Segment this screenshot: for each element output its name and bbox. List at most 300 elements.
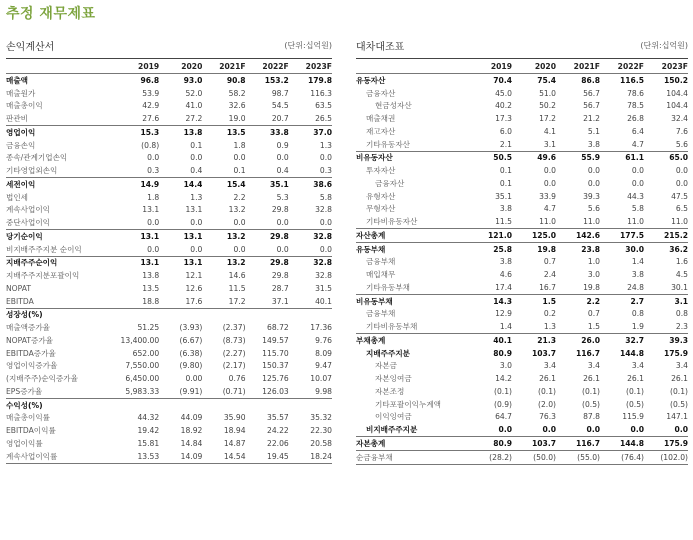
row-value: 51.25 [137,323,160,333]
row-value: 0.0 [319,153,332,163]
row-value: 116.7 [575,348,600,358]
row-value: 21.2 [583,114,600,124]
row-value: 0.0 [276,244,289,254]
table-row [356,423,688,436]
row-value: 7.6 [675,126,688,136]
row-value: 14.2 [495,374,512,384]
table-row [356,100,688,113]
table-row [356,347,688,360]
row-value: 0.1 [233,166,246,176]
row-value: 24.8 [627,282,644,292]
table-row [6,385,332,398]
row-value: 42.9 [142,101,160,111]
row-label: 기타포괄이익누계액 [375,399,442,409]
row-value: 0.0 [319,218,332,228]
row-label: 비지배주주지분 순이익 [6,244,82,254]
row-value: 26.1 [583,374,600,384]
row-value: 40.1 [468,334,512,347]
row-value: 19.42 [137,426,160,436]
row-value: 0.0 [587,178,600,188]
table-row [6,204,332,217]
row-value: 0.7 [543,257,556,267]
table-row [356,229,688,243]
row-value: 149.57 [262,335,289,345]
row-value: 1.9 [631,322,644,332]
year-header: 2023F [644,59,688,74]
row-label: EBITDA증가율 [6,348,56,358]
row-value: (102.0) [644,450,688,464]
table-row [6,100,332,113]
row-value: (55.0) [556,450,600,464]
table-row [356,281,688,294]
row-label: 종속/관계기업손익 [6,153,68,163]
table-row [6,360,332,373]
row-label: (지배주주)순익증가율 [6,374,78,384]
row-value: (0.1) [493,386,512,396]
row-value: 0.7 [587,309,600,319]
row-value: 0.0 [147,153,160,163]
row-value: 32.7 [600,334,644,347]
row-value: 22.06 [267,438,289,448]
row-value: 14.9 [116,178,159,191]
row-value: 179.8 [307,75,332,85]
row-value: 16.7 [539,282,556,292]
row-value: 93.0 [183,75,203,85]
year-header: 2021F [202,59,245,74]
row-value: 26.5 [315,114,332,124]
row-label: 영업이익 [6,126,116,139]
row-value: 27.6 [142,114,160,124]
row-value: 2.4 [543,270,556,280]
row-label: 금융부채 [366,309,396,319]
row-value [246,308,289,321]
row-value: 1.3 [190,192,203,202]
row-value: 11.5 [228,283,246,293]
row-label: 기타비유동자산 [366,217,418,227]
income-statement-table [6,58,332,464]
row-value: 0.0 [190,244,203,254]
row-label: 기타유동자산 [366,139,411,149]
row-value: 125.0 [512,229,556,243]
table-row [6,412,332,425]
row-value: 0.2 [543,309,556,319]
row-value: (0.71) [202,385,245,398]
row-label: 금융손익 [6,140,36,150]
table-row [356,320,688,333]
row-value: 4.7 [631,139,644,149]
row-value: 44.32 [137,413,160,423]
row-label: NOPAT증가율 [6,335,54,345]
row-value: 150.2 [663,75,688,85]
row-value: 35.1 [495,191,512,201]
table-row [6,164,332,177]
year-header: 2020 [512,59,556,74]
row-value: 103.7 [512,437,556,451]
row-value: (50.0) [512,450,556,464]
row-value: 13.1 [159,230,202,243]
row-value: 24.22 [267,426,289,436]
row-value: (76.4) [600,450,644,464]
row-value: 0.0 [675,166,688,176]
row-value: 64.7 [495,412,512,422]
table-row [356,74,688,87]
row-label: 계속사업이익률 [6,450,116,463]
row-value: 9.76 [315,335,332,345]
row-value [289,398,332,411]
row-value: 7,550.00 [125,361,160,371]
row-value: 41.0 [185,101,203,111]
row-value: 0.0 [543,178,556,188]
table-row [6,269,332,282]
table-row [6,112,332,125]
row-value [159,398,202,411]
row-value: 32.8 [315,271,332,281]
row-value: 126.03 [246,385,289,398]
row-value: (0.5) [625,399,644,409]
row-value: 0.76 [228,374,246,384]
row-value: 52.0 [185,88,203,98]
table-row [6,334,332,347]
row-value: 0.3 [147,166,160,176]
row-value: (6.38) [179,348,203,358]
row-value: 0.0 [276,218,289,228]
row-value: 5.1 [587,126,600,136]
row-value: 1.4 [499,322,512,332]
table-row [356,190,688,203]
row-value: 40.2 [495,101,512,111]
row-value: 37.1 [246,295,289,308]
row-value: 14.87 [223,438,246,448]
row-value: 68.72 [267,323,289,333]
income-statement-rows [6,74,332,464]
row-value: 3.4 [543,361,556,371]
table-row [356,450,688,464]
year-header: 2019 [468,59,512,74]
row-value: 0.0 [233,244,246,254]
row-value: 13.1 [116,230,159,243]
table-row [6,450,332,463]
table-row [356,112,688,125]
row-value: 3.0 [587,270,600,280]
row-value: 177.5 [600,229,644,243]
row-value: 2.2 [233,192,246,202]
table-row [356,125,688,138]
table-row [6,152,332,165]
row-value: 0.0 [631,178,644,188]
row-value: 215.2 [644,229,688,243]
row-value: 5.8 [319,192,332,202]
row-value: 22.30 [310,426,332,436]
row-label: 성장성(%) [6,310,43,320]
row-label: 비지배주주지분 [366,425,418,435]
row-value: 19.45 [246,450,289,463]
row-value: 35.1 [246,178,289,191]
row-label: EBITDA이익률 [6,426,56,436]
row-value: 29.8 [271,205,289,215]
row-value: 32.8 [289,230,332,243]
row-value: 18.8 [116,295,159,308]
year-header: 2020 [159,59,202,74]
row-value: 11.0 [627,217,644,227]
row-value: 147.1 [666,412,688,422]
row-value: 13.1 [116,256,159,269]
row-label: 금융부채 [366,257,396,267]
row-value: 0.0 [190,153,203,163]
row-value: 29.8 [246,230,289,243]
row-value: 4.6 [499,270,512,280]
row-value: 2.1 [499,139,512,149]
balance-sheet-unit: (단위:십억원) [640,41,688,50]
row-value: 1.3 [543,322,556,332]
table-row [6,178,332,191]
row-value: 55.9 [556,151,600,164]
income-statement-title: 손익계산서 [6,42,55,53]
table-row [356,215,688,228]
row-value: 33.8 [246,126,289,139]
row-value: 12.1 [185,271,203,281]
table-row [356,268,688,281]
table-row [356,398,688,411]
row-value: 6.4 [631,126,644,136]
row-value: 115.70 [262,348,289,358]
row-value: 0.8 [631,309,644,319]
row-value: 38.6 [289,178,332,191]
row-value: 6.5 [675,204,688,214]
row-label: 당기순이익 [6,230,116,243]
row-label: NOPAT [6,283,31,293]
row-label: 금융자산 [375,178,405,188]
row-value: 31.5 [315,283,332,293]
row-value: 35.57 [267,413,289,423]
row-value: 37.0 [289,126,332,139]
row-value: 0.0 [587,166,600,176]
row-label: 현금성자산 [375,101,412,111]
row-value: 53.9 [142,88,160,98]
table-row [6,282,332,295]
row-value: 0.1 [190,140,203,150]
table-row [6,243,332,256]
row-value: 87.8 [583,412,600,422]
row-value: 19.8 [512,242,556,255]
table-row [6,424,332,437]
row-value: 17.2 [539,114,556,124]
row-value: 144.8 [600,437,644,451]
row-value: 0.0 [498,425,512,435]
row-label: 기타영업외손익 [6,166,58,176]
year-header: 2022F [246,59,289,74]
row-value: (0.1) [581,386,600,396]
row-value: 4.5 [675,270,688,280]
row-value: 78.6 [627,88,644,98]
row-value: 13.2 [202,230,245,243]
row-value: 80.9 [493,348,512,358]
row-value: 6,450.00 [125,374,160,384]
balance-sheet-header [356,36,688,58]
row-value: 50.2 [539,101,556,111]
row-value: 15.4 [202,178,245,191]
row-value: (0.1) [669,386,688,396]
row-label: 매출채권 [366,114,396,124]
row-value: 144.8 [619,348,644,358]
row-value: 0.0 [543,166,556,176]
table-row [356,385,688,398]
row-value: 0.0 [675,178,688,188]
balance-sheet-rows [356,74,688,465]
row-value: 15.3 [116,126,159,139]
row-label: 매출액증가율 [6,323,51,333]
table-row [6,191,332,204]
row-value: 86.8 [581,75,600,85]
row-value: (0.8) [141,140,160,150]
table-row [356,177,688,190]
row-value: 104.4 [666,88,688,98]
row-value: 32.8 [315,205,332,215]
row-value: 45.0 [495,88,512,98]
row-value: 0.1 [499,166,512,176]
row-value: 12.9 [495,309,512,319]
income-statement-header [6,36,332,58]
row-label: 수익성(%) [6,400,43,410]
table-row [356,437,688,451]
row-label: 금융자산 [366,88,396,98]
row-value: 13.5 [202,126,245,139]
row-label: 지배주주순이익 [6,256,116,269]
row-value: (0.9) [493,399,512,409]
row-value: 104.4 [666,101,688,111]
row-value: 125.76 [262,374,289,384]
row-value: 54.5 [271,101,289,111]
row-value: 2.3 [675,322,688,332]
income-year-header-row [6,59,332,74]
row-value: 1.0 [587,257,600,267]
row-value: 3.8 [587,139,600,149]
row-value: 4.7 [543,204,556,214]
row-value: 13.2 [202,256,245,269]
table-row [6,74,332,87]
row-value: 61.1 [600,151,644,164]
row-value: 80.9 [468,437,512,451]
row-value: 26.8 [627,114,644,124]
row-value: 9.47 [315,361,332,371]
row-value: 63.5 [315,101,332,111]
row-value: 6.0 [499,126,512,136]
row-value: 1.5 [587,322,600,332]
row-value: 18.94 [223,426,246,436]
row-label: EBITDA [6,295,116,308]
row-value: 0.1 [499,178,512,188]
row-label: 자산총계 [356,229,468,243]
balance-sheet-table [356,58,688,465]
row-label: 지배주주지분 [366,348,411,358]
row-value: 13.2 [228,205,246,215]
row-value: 0.8 [675,309,688,319]
row-value: 14.54 [202,450,245,463]
table-row [6,372,332,385]
row-value: 40.1 [289,295,332,308]
row-value: 0.0 [586,425,600,435]
row-value: 121.0 [468,229,512,243]
row-value: 19.0 [228,114,246,124]
row-value: 17.6 [159,295,202,308]
row-value: 12.6 [185,283,203,293]
row-value: (2.17) [222,361,246,371]
row-value [202,398,245,411]
table-row [356,294,688,307]
row-value: 0.0 [233,218,246,228]
row-label: 지배주주지분포괄이익 [6,271,80,281]
row-label: 자본조정 [375,386,405,396]
row-label: 재고자산 [366,126,396,136]
row-value: (0.1) [537,386,556,396]
table-row [356,411,688,424]
row-value: 30.0 [600,242,644,255]
row-value: 90.8 [226,75,246,85]
row-value: 18.24 [289,450,332,463]
row-label: 자본잉여금 [375,374,412,384]
row-value: 17.2 [202,295,245,308]
table-row [6,87,332,100]
balance-sheet-title: 대차대조표 [356,42,405,53]
row-value: 0.9 [276,140,289,150]
row-value: 116.5 [619,75,644,85]
row-label: 비유동자산 [356,151,468,164]
row-label: 비유동부채 [356,294,468,307]
row-value: (2.0) [537,399,556,409]
table-row [356,138,688,151]
row-value: 1.3 [319,140,332,150]
row-value: 1.8 [147,192,160,202]
row-value: 27.2 [185,114,203,124]
row-label: 기타유동부채 [366,282,411,292]
row-value: 44.09 [180,413,203,423]
row-value: 1.5 [512,294,556,307]
row-label: EPS증가율 [6,385,116,398]
row-value: 4.1 [543,126,556,136]
row-value: 9.98 [289,385,332,398]
row-value: 15.81 [137,438,160,448]
table-row [6,321,332,334]
table-row [6,230,332,243]
table-row [356,164,688,177]
row-value: 44.3 [627,191,644,201]
row-value: 115.9 [622,412,644,422]
row-value: 0.4 [276,166,289,176]
row-value: 175.9 [644,437,688,451]
row-value: 78.5 [627,101,644,111]
row-label: 매출액 [6,75,29,85]
row-value: 17.4 [495,282,512,292]
row-value: 65.0 [644,151,688,164]
row-value: 26.1 [671,374,688,384]
row-value: 175.9 [663,348,688,358]
row-value: 26.1 [539,374,556,384]
row-value: 29.8 [271,271,289,281]
page-title: 추정 재무제표 [6,6,96,22]
row-value: 13,400.00 [120,335,160,345]
table-row [6,126,332,139]
row-label: 법인세 [6,192,29,202]
row-value: 17.3 [495,114,512,124]
row-label: 부채총계 [356,334,468,347]
row-label: 영업이익률 [6,438,43,448]
row-label: 중단사업이익 [6,218,51,228]
row-value: 21.3 [512,334,556,347]
row-label: 유동자산 [356,75,386,85]
table-row [356,242,688,255]
row-value: 5.6 [675,139,688,149]
row-label: 무형자산 [366,204,396,214]
row-value: 14.84 [180,438,203,448]
